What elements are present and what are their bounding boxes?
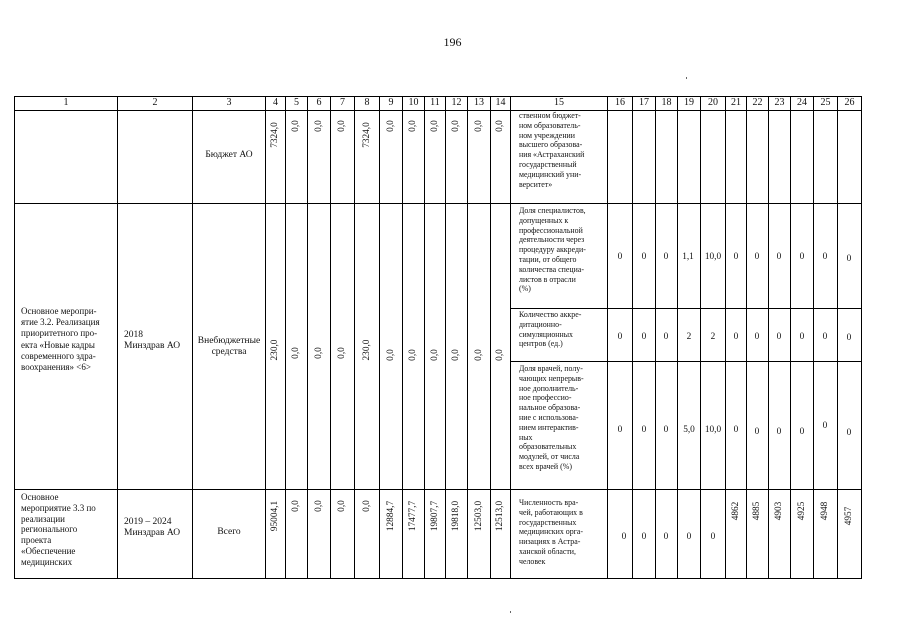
text-line: количества специа- — [519, 264, 584, 274]
text-line: низациях в Астра- — [519, 537, 581, 547]
text-line: регионального — [21, 524, 78, 535]
block-c-target-c23: 4903 — [774, 501, 784, 521]
text-line: листов в отрасли — [519, 274, 576, 284]
block-b-ind3-c18: 0 — [663, 425, 669, 435]
col-header-25: 25 — [820, 97, 831, 108]
col-header-9: 9 — [388, 97, 394, 108]
block-b-ind1-c16: 0 — [617, 252, 623, 262]
block-b-ind1-c22: 0 — [754, 252, 760, 262]
block-b-ind1-c25: 0 — [822, 252, 828, 262]
scan-speck — [510, 611, 511, 613]
block-b-value-c8: 230,0 — [362, 339, 372, 361]
block-b-ind2-c22: 0 — [754, 332, 760, 342]
col-header-1: 1 — [63, 97, 69, 108]
block-a-value-c6: 0,0 — [314, 120, 324, 132]
block-b-value-c12: 0,0 — [451, 349, 461, 361]
text-line: ное дополнитель- — [519, 383, 579, 393]
text-line: центров (ед.) — [519, 339, 563, 349]
block-b-indicator-3-text — [519, 364, 610, 472]
block-a-source: Бюджет АО — [205, 150, 253, 160]
col-header-3: 3 — [226, 97, 232, 108]
period-years: 2019 – 2024 — [124, 517, 172, 527]
col-header-22: 22 — [752, 97, 763, 108]
block-c-target-c18: 0 — [663, 532, 669, 542]
col-header-17: 17 — [639, 97, 649, 108]
block-b-ind1-c18: 0 — [663, 252, 669, 262]
block-c-target-c21: 4862 — [731, 501, 741, 521]
col-header-26: 26 — [844, 97, 855, 108]
text-line: ханской области, — [519, 546, 576, 556]
text-line: «Обеспечение — [21, 545, 76, 556]
text-line: ния «Астраханский — [519, 150, 585, 160]
block-c-indicator-text — [519, 498, 610, 567]
col-header-19: 19 — [684, 97, 694, 108]
col-header-6: 6 — [316, 97, 322, 108]
col-header-10: 10 — [408, 97, 419, 108]
block-c-period — [124, 517, 192, 539]
block-c-target-c24: 4925 — [797, 501, 807, 521]
block-b-value-c10: 0,0 — [408, 349, 418, 361]
text-line: средства — [211, 347, 247, 357]
text-line: нальное образова- — [519, 403, 581, 413]
block-c-target-c25: 4948 — [820, 501, 830, 521]
block-c-target-c22: 4885 — [752, 501, 762, 521]
block-c-value-c9: 12884,7 — [386, 500, 396, 532]
text-line: Основное — [21, 492, 59, 502]
block-a-value-c8: 7324,0 — [362, 122, 372, 148]
block-b-ind2-c24: 0 — [799, 332, 805, 342]
block-b-ind3-c20: 10,0 — [704, 425, 722, 435]
period-year: 2018 — [124, 330, 143, 340]
text-line: (%) — [519, 284, 531, 294]
text-line: Доля врачей, полу- — [519, 364, 583, 373]
text-line: тации, от общего — [519, 254, 577, 264]
col-header-16: 16 — [615, 97, 625, 108]
col-header-18: 18 — [661, 97, 672, 108]
block-a-indicator-text — [519, 111, 610, 189]
block-c-value-c4: 95004,1 — [270, 500, 280, 532]
text-line: реализации — [21, 513, 65, 524]
text-line: симуляционных — [519, 329, 573, 339]
block-b-ind1-c19: 1,1 — [682, 252, 694, 262]
block-c-value-c12: 19818,0 — [451, 500, 461, 532]
block-a-value-c12: 0,0 — [451, 120, 461, 132]
block-b-value-c14: 0,0 — [495, 349, 505, 361]
block-b-ind2-c23: 0 — [776, 332, 782, 342]
responsible: Минздрав АО — [124, 341, 181, 351]
text-line: ственном бюджет- — [519, 111, 581, 120]
block-b-ind2-c26: 0 — [846, 333, 852, 343]
text-line: воохранения» <6> — [21, 362, 91, 373]
block-c-target-c20: 0 — [710, 532, 716, 542]
block-b-ind2-c17: 0 — [641, 332, 647, 342]
block-b-ind1-c21: 0 — [733, 252, 739, 262]
block-b-value-c6: 0,0 — [314, 347, 324, 359]
col-header-15: 15 — [554, 97, 564, 108]
text-line: нием интерактив- — [519, 422, 579, 432]
block-b-ind1-c26: 0 — [846, 254, 852, 264]
block-b-ind3-c22: 0 — [754, 427, 760, 437]
block-b-ind2-c25: 0 — [822, 332, 828, 342]
col-header-8: 8 — [364, 97, 370, 108]
text-line: дитационно- — [519, 319, 562, 329]
col-header-14: 14 — [495, 97, 506, 108]
block-b-ind3-c16: 0 — [617, 425, 623, 435]
col-header-24: 24 — [797, 97, 807, 108]
block-c-source: Всего — [217, 527, 241, 537]
block-b-ind3-c26: 0 — [846, 428, 852, 438]
block-b-ind2-c20: 2 — [710, 332, 716, 342]
col-header-2: 2 — [152, 97, 158, 108]
col-header-12: 12 — [451, 97, 462, 108]
responsible: Минздрав АО — [124, 528, 181, 538]
block-c-target-c26: 4957 — [844, 506, 854, 526]
block-b-ind2-c19: 2 — [686, 332, 692, 342]
text-line: образовательных — [519, 442, 577, 452]
text-line: верситет» — [519, 179, 553, 189]
block-a-value-c7: 0,0 — [337, 120, 347, 132]
block-a-value-c4: 7324,0 — [270, 122, 280, 148]
block-c-value-c5: 0,0 — [291, 500, 301, 512]
text-line: профессиональной — [519, 225, 583, 235]
block-b-value-c7: 0,0 — [337, 347, 347, 359]
block-b-indicator-1-text — [519, 206, 610, 294]
block-a-value-c9: 0,0 — [386, 120, 396, 132]
block-b-source — [193, 336, 265, 358]
col-header-23: 23 — [774, 97, 785, 108]
text-line: ных — [519, 432, 533, 442]
block-b-ind1-c24: 0 — [799, 252, 805, 262]
block-b-measure — [21, 306, 112, 373]
text-line: современного здра- — [21, 350, 96, 361]
block-c-value-c10: 17477,7 — [408, 500, 418, 532]
block-b-ind1-c23: 0 — [776, 252, 782, 262]
col-header-7: 7 — [340, 97, 345, 108]
text-line: всех врачей (%) — [519, 461, 572, 471]
block-b-ind1-c17: 0 — [641, 252, 647, 262]
block-c-target-c16: 0 — [621, 532, 627, 542]
block-b-ind2-c18: 0 — [663, 332, 669, 342]
block-b-ind3-c23: 0 — [776, 427, 782, 437]
block-b-value-c5: 0,0 — [291, 347, 301, 359]
text-line: процедуру аккреди- — [519, 245, 586, 255]
text-line: чающих непрерыв- — [519, 373, 584, 383]
block-a-value-c5: 0,0 — [291, 120, 301, 132]
col-header-21: 21 — [731, 97, 741, 108]
scan-speck — [686, 77, 687, 79]
text-line: модулей, от числа — [519, 452, 580, 462]
block-b-indicator-2-text — [519, 310, 610, 349]
block-c-target-c17: 0 — [641, 532, 647, 542]
block-b-value-c4: 230,0 — [270, 339, 280, 361]
block-b-value-c13: 0,0 — [474, 349, 484, 361]
text-line: екта «Новые кадры — [21, 339, 95, 350]
col-header-20: 20 — [708, 97, 718, 108]
text-line: медицинских орга- — [519, 527, 584, 537]
col-header-13: 13 — [474, 97, 484, 108]
text-line: ное профессио- — [519, 393, 572, 403]
text-line: человек — [519, 556, 546, 566]
block-b-ind2-c16: 0 — [617, 332, 623, 342]
block-b-value-c9: 0,0 — [386, 349, 396, 361]
text-line: медицинский уни- — [519, 169, 582, 179]
col-header-5: 5 — [294, 97, 299, 108]
block-b-ind3-c25: 0 — [822, 421, 828, 431]
text-line: ние с использова- — [519, 412, 579, 422]
block-b-ind3-c24: 0 — [799, 427, 805, 437]
text-line: медицинских — [21, 556, 73, 567]
text-line: проекта — [21, 535, 52, 546]
block-c-value-c14: 12513,0 — [495, 500, 505, 532]
block-b-value-c11: 0,0 — [430, 349, 440, 361]
text-line: государственных — [519, 517, 577, 527]
page-number: 196 — [443, 35, 462, 49]
text-line: государственный — [519, 159, 577, 169]
text-line: высшего образова- — [519, 140, 583, 150]
col-header-11: 11 — [430, 97, 440, 108]
block-b-ind3-c21: 0 — [733, 425, 739, 435]
block-a-value-c14: 0,0 — [495, 120, 505, 132]
block-a-value-c11: 0,0 — [430, 120, 440, 132]
text-line: ном учреждении — [519, 130, 575, 140]
text-line: Доля специалистов, — [519, 206, 586, 215]
block-c-value-c6: 0,0 — [314, 500, 324, 512]
block-c-target-c19: 0 — [686, 532, 692, 542]
text-line: ятие 3.2. Реализация — [21, 317, 100, 328]
text-line: мероприятие 3.3 по — [21, 502, 96, 513]
block-b-ind3-c19: 5,0 — [683, 425, 695, 435]
text-line: ном образователь- — [519, 120, 581, 130]
text-line: деятельности через — [519, 235, 585, 245]
text-line: допущенных к — [519, 215, 569, 225]
text-line: Количество аккре- — [519, 310, 582, 319]
block-c-value-c7: 0,0 — [337, 500, 347, 512]
block-a-value-c10: 0,0 — [408, 120, 418, 132]
block-c-value-c13: 12503,0 — [474, 500, 484, 532]
col-header-4: 4 — [273, 97, 278, 108]
text-line: Численность вра- — [519, 498, 579, 507]
text-line: Внебюджетные — [197, 336, 261, 346]
block-b-ind1-c20: 10,0 — [704, 252, 722, 262]
text-line: чей, работающих в — [519, 507, 583, 517]
block-a-value-c13: 0,0 — [474, 120, 484, 132]
block-c-measure — [21, 492, 113, 568]
block-b-ind3-c17: 0 — [641, 425, 647, 435]
block-c-value-c8: 0,0 — [362, 500, 372, 512]
block-b-ind2-c21: 0 — [733, 332, 739, 342]
block-c-value-c11: 19807,7 — [430, 500, 440, 532]
text-line: приоритетного про- — [21, 328, 98, 339]
block-b-period — [124, 330, 192, 352]
text-line: Основное меропри- — [21, 306, 97, 316]
